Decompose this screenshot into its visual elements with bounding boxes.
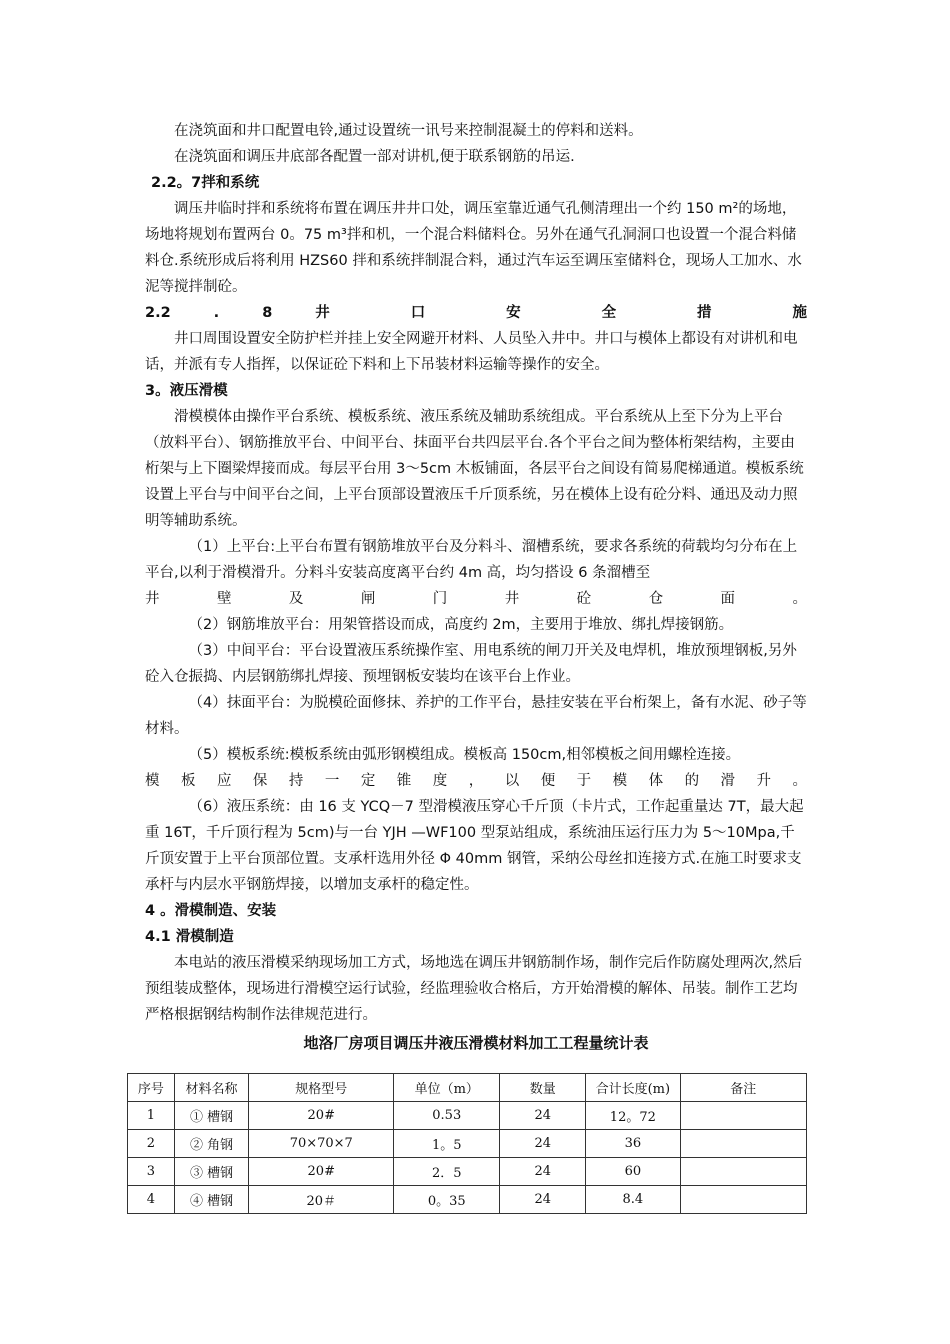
- cell: [680, 1130, 807, 1158]
- cell: 1。5: [394, 1130, 500, 1158]
- table-row: [128, 1158, 807, 1186]
- cell: 24: [500, 1186, 586, 1214]
- cell: ① 槽钢: [174, 1102, 249, 1130]
- cell: 2．5: [394, 1158, 500, 1186]
- section-heading: 4 。滑模制造、安装: [145, 903, 277, 919]
- cell: 24: [500, 1102, 586, 1130]
- cell: 20#: [249, 1158, 394, 1186]
- section-heading: 2.2 . 8 井 口 安 全 措 施: [145, 305, 807, 321]
- cell: ② 角钢: [174, 1130, 249, 1158]
- cell: 3: [128, 1158, 175, 1186]
- cell: [680, 1102, 807, 1130]
- cell: 8.4: [586, 1186, 680, 1214]
- header-cell: 备注: [680, 1074, 807, 1102]
- cell: 24: [500, 1158, 586, 1186]
- table-caption: 地洛厂房项目调压井液压滑模材料加工工程量统计表: [303, 1034, 649, 1052]
- header-cell: 材料名称: [174, 1074, 249, 1102]
- paragraph: （6）液压系统：由 16 支 YCQ－7 型滑模液压穿心千斤顶（卡片式，工作起重量达 7T，最大起重 16T，千斤顶行程为 5cm)与一台 YJH —WF100 型泵站组成，系统油压运行压力为 5～10Mpa,千斤顶安置于上平台顶部位置。支承杆选用外径 Φ 40mm 钢管，采纳公母丝扣连接方式.在施工时要求支承杆与内层水平钢筋焊接，以增加支承杆的稳定性。: [145, 799, 804, 893]
- header-cell: 单位（m）: [394, 1074, 500, 1102]
- document-body: [145, 118, 807, 1056]
- paragraph: 在浇筑面和井口配置电铃,通过设置统一讯号来控制混凝土的停料和送料。: [174, 123, 643, 139]
- cell: 2: [128, 1130, 175, 1158]
- cell: 60: [586, 1158, 680, 1186]
- header-cell: 序号: [128, 1074, 175, 1102]
- paragraph: 井口周围设置安全防护栏并挂上安全网避开材料、人员坠入井中。井口与模体上都设有对讲机和电话，并派有专人指挥，以保证砼下料和上下吊装材料运输等操作的安全。: [145, 331, 798, 373]
- table-row: [128, 1130, 807, 1158]
- paragraph: （2）钢筋堆放平台：用架管搭设而成，高度约 2m，主要用于堆放、绑扎焊接钢筋。: [188, 617, 734, 633]
- paragraph: 本电站的液压滑模采纳现场加工方式，场地选在调压井钢筋制作场，制作完后作防腐处理两次,然后预组装成整体，现场进行滑模空运行试验，经监理验收合格后，方开始滑模的解体、吊装。制作工艺均严格根据钢结构制作法律规范进行。: [145, 955, 803, 1023]
- paragraph-line: 井 壁 及 闸 门 井 砼 仓 面 。: [145, 591, 807, 607]
- paragraph-line: 模 板 应 保 持 一 定 锥 度 ， 以 便 于 模 体 的 滑 升 。: [145, 773, 807, 789]
- header-cell: 数量: [500, 1074, 586, 1102]
- paragraph: 调压井临时拌和系统将布置在调压井井口处，调压室靠近通气孔侧清理出一个约 150 m²的场地，场地将规划布置两台 0。75 m³拌和机，一个混合料储料仓。另外在通气孔洞洞口也设置一个混合料储料仓.系统形成后将利用 HZS60 拌和系统拌制混合料，通过汽车运至调压室储料仓，现场人工加水、水泥等搅拌制砼。: [145, 201, 802, 295]
- section-heading: 3。液压滑模: [145, 383, 228, 399]
- cell: 1: [128, 1102, 175, 1130]
- cell: 20#: [249, 1102, 394, 1130]
- cell: ④ 槽钢: [174, 1186, 249, 1214]
- table-row: [128, 1186, 807, 1214]
- cell: [680, 1158, 807, 1186]
- table-row: [128, 1102, 807, 1130]
- paragraph: （5）模板系统:模板系统由弧形钢模组成。模板高 150cm,相邻模板之间用螺栓连接。: [188, 747, 741, 763]
- section-heading: 2.2。7拌和系统: [151, 175, 260, 191]
- paragraph: 滑模模体由操作平台系统、模板系统、液压系统及辅助系统组成。平台系统从上至下分为上平台（放料平台）、钢筋推放平台、中间平台、抹面平台共四层平台.各个平台之间为整体桁架结构，主要由桁架与上下圈梁焊接而成。每层平台用 3～5cm 木板铺面，各层平台之间设有简易爬梯通道。模板系统设置上平台与中间平台之间，上平台顶部设置液压千斤顶系统，另在模体上设有砼分料、通迅及动力照明等辅助系统。: [145, 409, 804, 529]
- header-cell: 规格型号: [249, 1074, 394, 1102]
- cell: 70×70×7: [249, 1130, 394, 1158]
- cell: [680, 1186, 807, 1214]
- cell: 24: [500, 1130, 586, 1158]
- cell: 20＃: [249, 1186, 394, 1214]
- cell: 36: [586, 1130, 680, 1158]
- header-cell: 合计长度(m): [586, 1074, 680, 1102]
- materials-table: [127, 1073, 807, 1214]
- cell: ③ 槽钢: [174, 1158, 249, 1186]
- cell: 0。35: [394, 1186, 500, 1214]
- paragraph: （3）中间平台：平台设置液压系统操作室、用电系统的闸刀开关及电焊机，堆放预埋钢板,另外砼入仓振捣、内层钢筋绑扎焊接、预埋钢板安装均在该平台上作业。: [145, 643, 797, 685]
- paragraph: （1）上平台:上平台布置有钢筋堆放平台及分料斗、溜槽系统，要求各系统的荷载均匀分布在上平台,以利于滑模滑升。分料斗安装高度离平台约 4m 高，均匀搭设 6 条溜槽至: [145, 539, 798, 581]
- paragraph: （4）抹面平台：为脱模砼面修抹、养护的工作平台，悬挂安装在平台桁架上，备有水泥、砂子等材料。: [145, 695, 807, 737]
- table-header-row: [128, 1074, 807, 1102]
- cell: 4: [128, 1186, 175, 1214]
- paragraph: 在浇筑面和调压井底部各配置一部对讲机,便于联系钢筋的吊运.: [174, 149, 575, 165]
- cell: 12。72: [586, 1102, 680, 1130]
- section-heading: 4.1 滑模制造: [145, 929, 234, 945]
- cell: 0.53: [394, 1102, 500, 1130]
